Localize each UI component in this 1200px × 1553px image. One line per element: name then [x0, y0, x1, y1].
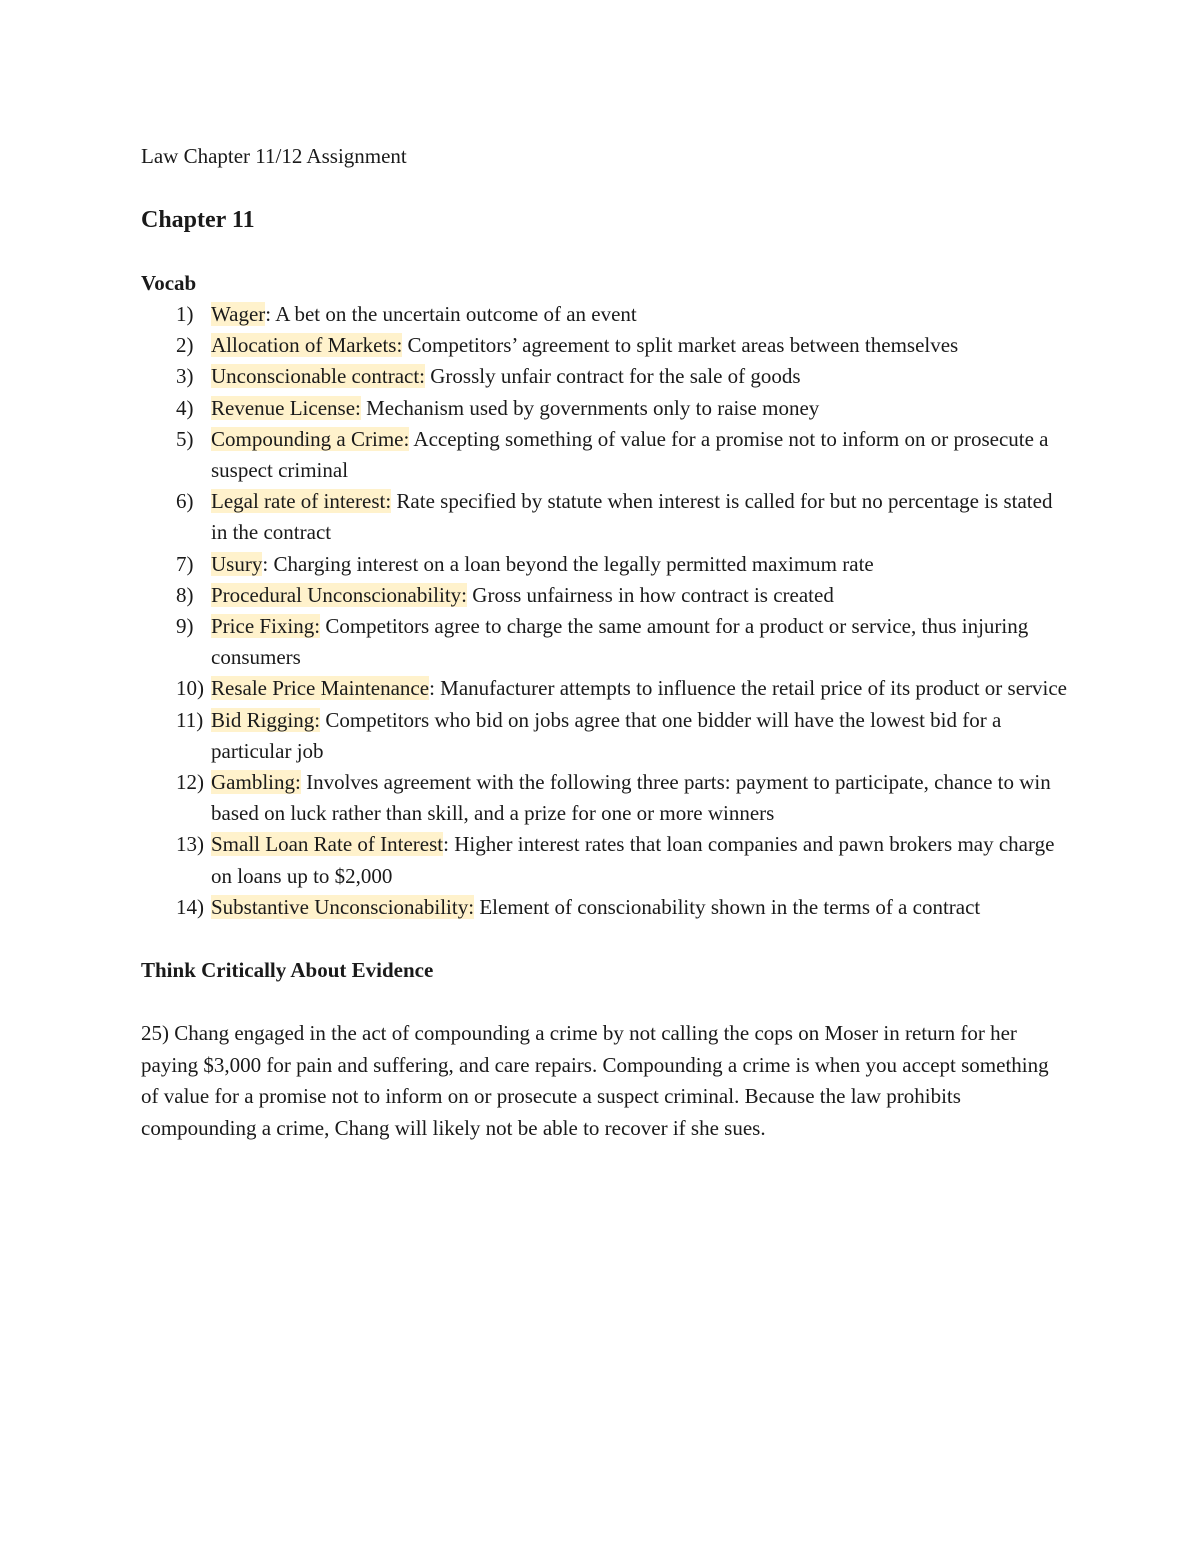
vocab-definition: Manufacturer attempts to influence the retail price of its product or service: [440, 676, 1068, 701]
document-title: Law Chapter 11/12 Assignment: [141, 144, 407, 168]
vocab-term: Revenue License:: [211, 395, 361, 420]
vocab-term: Bid Rigging:: [211, 707, 321, 732]
vocab-number: 13): [176, 832, 204, 857]
vocab-term: Gambling:: [211, 770, 301, 795]
vocab-term: Legal rate of interest:: [211, 489, 392, 514]
vocab-definition: Competitors who bid on jobs agree that one bidder will have the lowest bid for a particular job: [211, 707, 1002, 763]
vocab-term: Allocation of Markets:: [211, 333, 403, 358]
vocab-item: [141, 330, 1071, 361]
vocab-number: 4): [176, 395, 194, 420]
vocab-number: 14): [176, 894, 204, 919]
vocab-definition: Rate specified by statute when interest is called for but no percentage is stated in the contract: [211, 489, 1053, 545]
vocab-separator: :: [265, 302, 276, 326]
vocab-item: [141, 486, 1071, 548]
vocab-term: Wager: [211, 302, 266, 326]
vocab-definition: A bet on the uncertain outcome of an event: [275, 302, 637, 326]
document-page: [141, 140, 1071, 1144]
vocab-item: [141, 393, 1071, 424]
vocab-item: [141, 361, 1071, 392]
vocab-term: Price Fixing:: [211, 614, 321, 639]
vocab-number: 7): [176, 551, 194, 576]
vocab-definition: Competitors agree to charge the same amount for a product or service, thus injuring consumers: [211, 614, 1029, 670]
vocab-definition: Grossly unfair contract for the sale of goods: [430, 364, 801, 389]
vocab-term: Small Loan Rate of Interest: [211, 832, 444, 857]
vocab-number: 1): [176, 302, 194, 326]
vocab-item: [141, 705, 1071, 767]
vocab-item: [141, 580, 1071, 611]
vocab-definition: Mechanism used by governments only to raise money: [366, 395, 820, 420]
vocab-number: 11): [176, 707, 204, 732]
vocab-item: [141, 299, 1071, 330]
vocab-number: 5): [176, 426, 194, 451]
vocab-item: [141, 829, 1071, 891]
vocab-number: 8): [176, 582, 194, 607]
vocab-number: 9): [176, 614, 194, 639]
vocab-item: [141, 892, 1071, 923]
chapter-heading: Chapter 11: [141, 207, 255, 233]
vocab-definition: Higher interest rates that loan companies and pawn brokers may charge on loans up to $2,000: [211, 832, 1055, 888]
vocab-term: Unconscionable contract:: [211, 364, 425, 389]
vocab-term: Compounding a Crime:: [211, 426, 410, 451]
vocab-item: [141, 611, 1071, 673]
vocab-definition: Element of conscionability shown in the terms of a contract: [479, 894, 981, 919]
vocab-item: [141, 767, 1071, 829]
vocab-term: Resale Price Maintenance: [211, 676, 430, 701]
vocab-number: 3): [176, 364, 194, 389]
vocab-definition: Gross unfairness in how contract is created: [472, 582, 834, 607]
vocab-separator: :: [262, 551, 274, 576]
vocab-term: Substantive Unconscionability:: [211, 894, 475, 919]
vocab-number: 12): [176, 770, 204, 795]
section-heading: Think Critically About Evidence: [141, 958, 434, 983]
vocab-number: 10): [176, 676, 204, 701]
vocab-definition: Competitors’ agreement to split market areas between themselves: [407, 333, 959, 358]
vocab-definition: Accepting something of value for a promise not to inform on or prosecute a suspect criminal: [211, 426, 1049, 483]
answer-paragraph: 25) Chang engaged in the act of compounding a crime by not calling the cops on Moser in return for her paying $3,000 for pain and suffering, and care repairs. Compounding a crime is when you accept something of value for a promise not to inform on or prosecute a suspect criminal. Because the law prohibits compounding a crime, Chang will likely not be able to recover if she sues.: [141, 1021, 1049, 1140]
vocab-item: [141, 549, 1071, 580]
vocab-separator: :: [443, 832, 455, 857]
vocab-number: 2): [176, 333, 194, 358]
vocab-number: 6): [176, 489, 194, 514]
vocab-definition: Involves agreement with the following three parts: payment to participate, chance to win based on luck rather than skill, and a prize for one or more winners: [211, 770, 1051, 826]
vocab-list: [141, 299, 1071, 923]
vocab-separator: :: [429, 676, 441, 701]
vocab-definition: Charging interest on a loan beyond the legally permitted maximum rate: [273, 551, 874, 576]
vocab-item: [141, 424, 1071, 486]
vocab-term: Procedural Unconscionability:: [211, 582, 468, 607]
vocab-item: [141, 673, 1071, 704]
vocab-term: Usury: [211, 551, 263, 576]
vocab-label: Vocab: [141, 271, 197, 295]
